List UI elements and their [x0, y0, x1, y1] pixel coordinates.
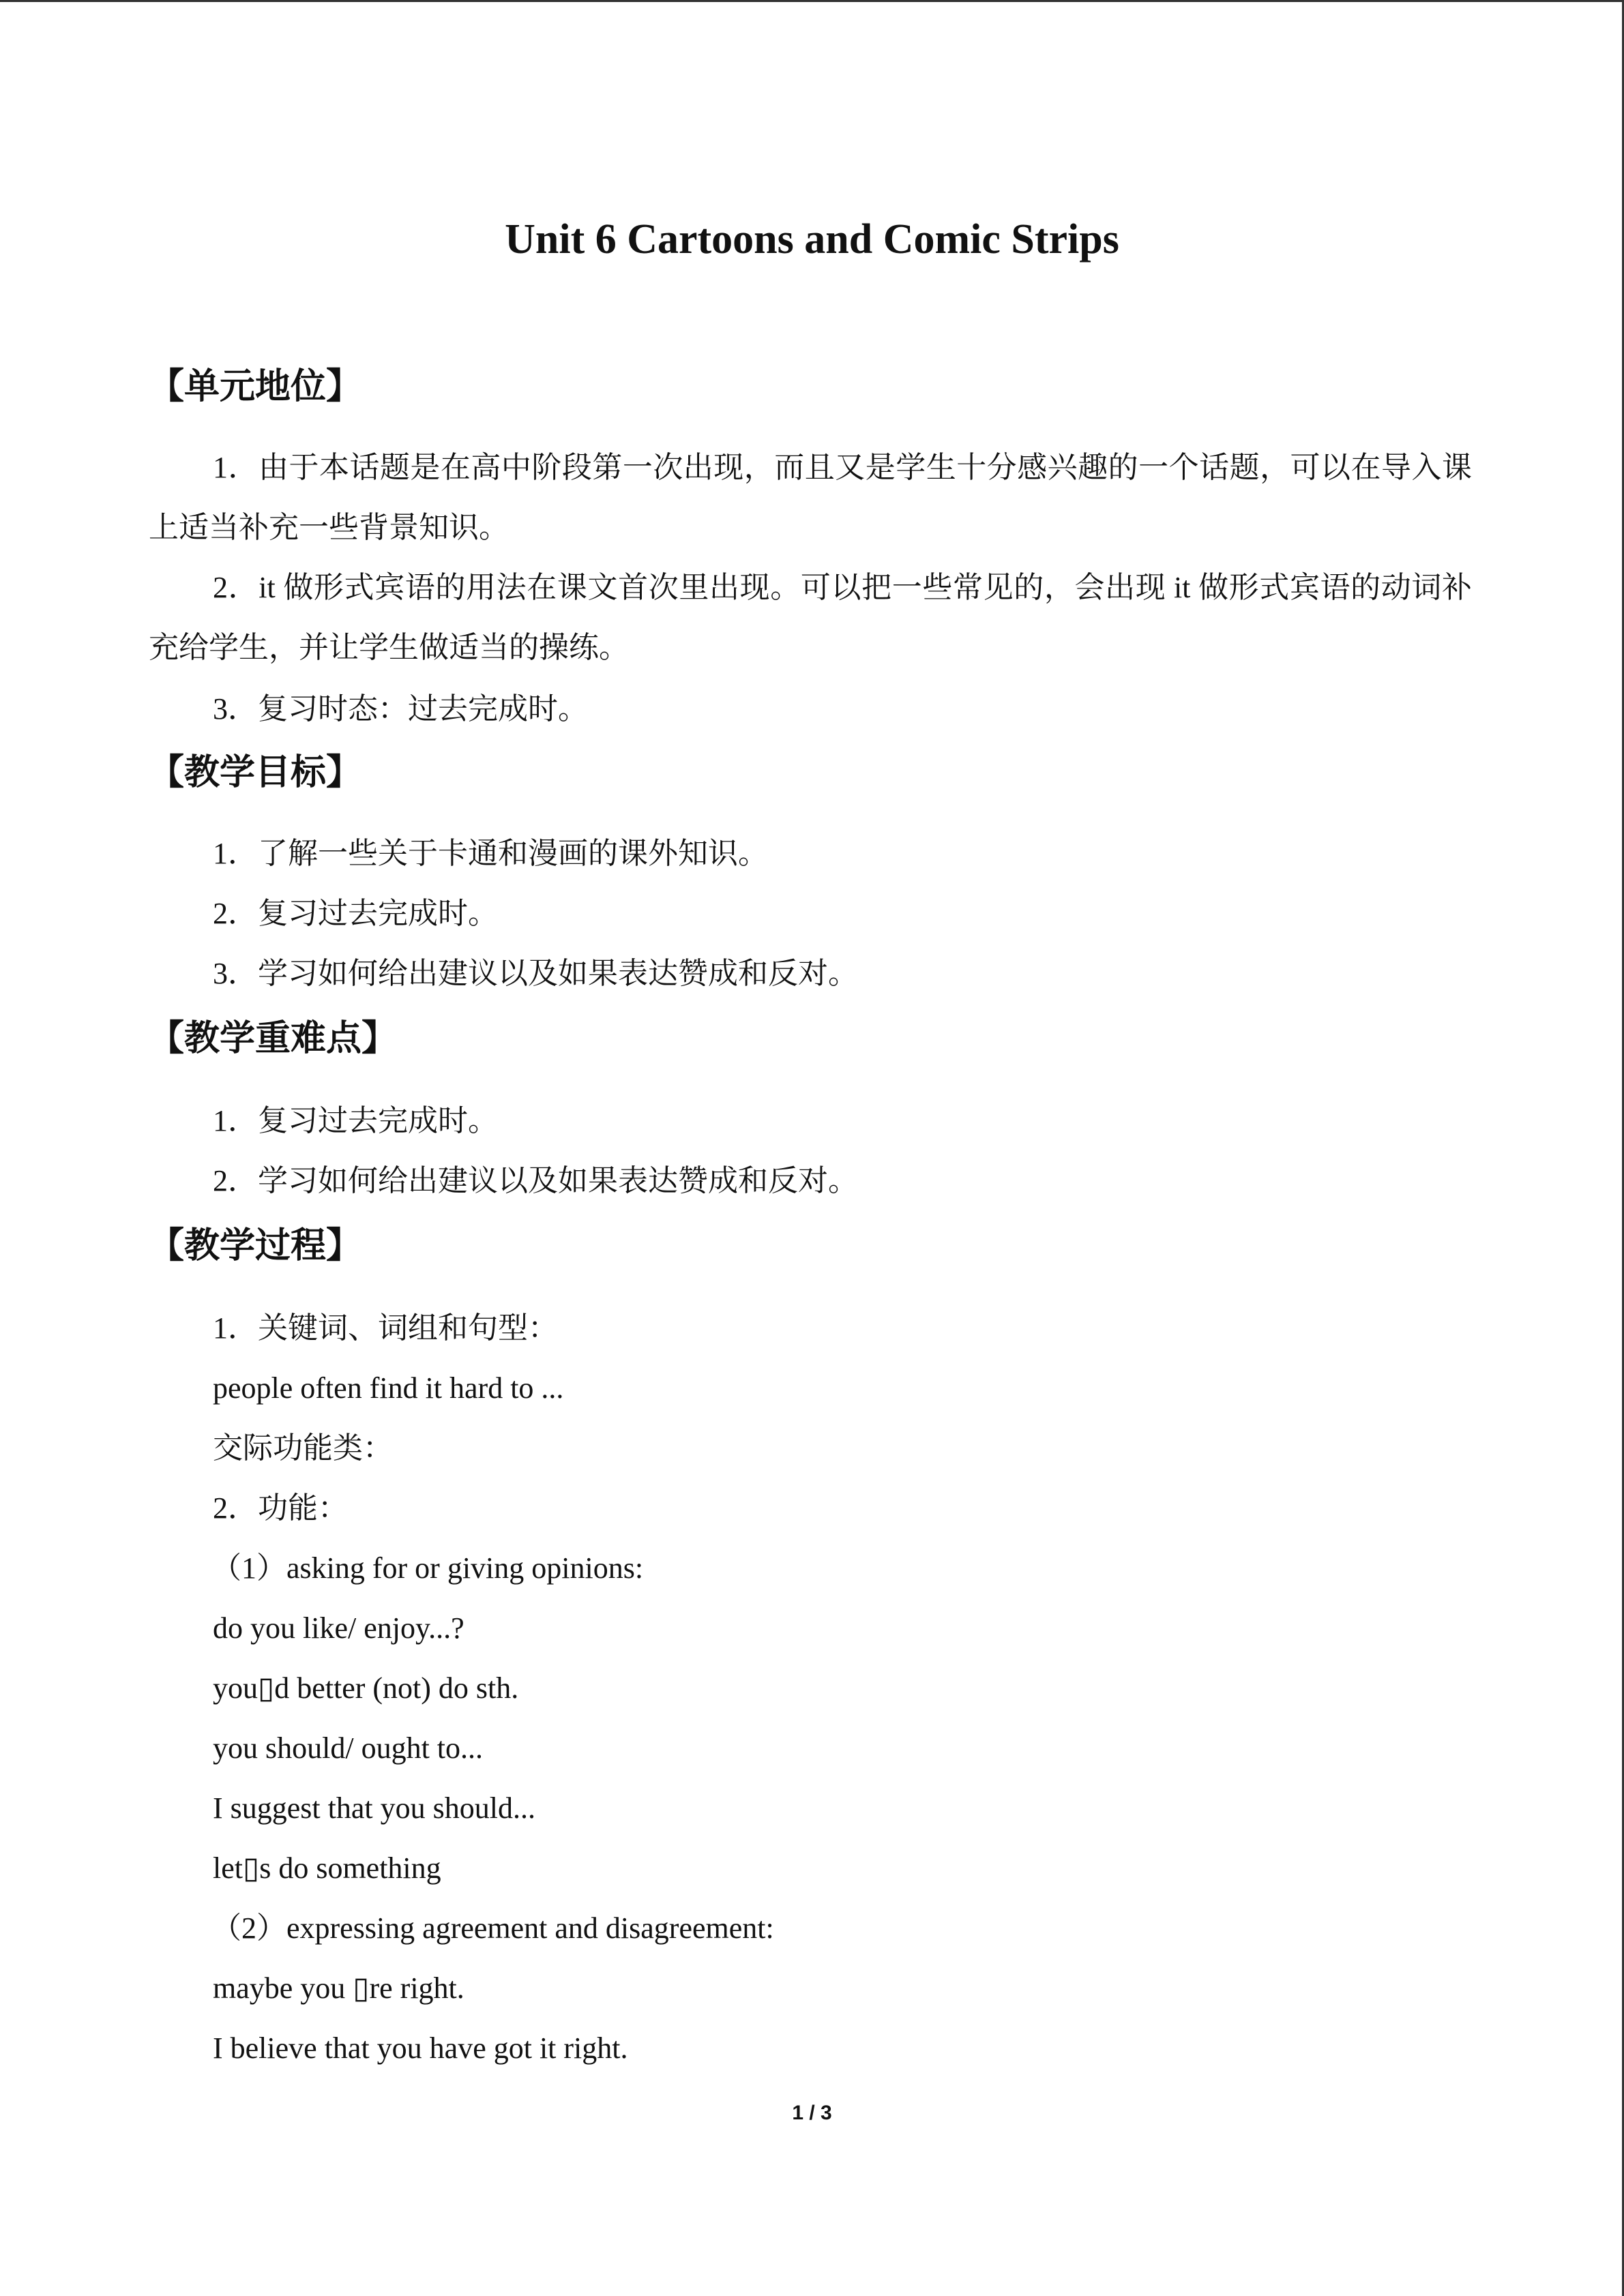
list-item: maybe you ▯re right. [213, 1971, 464, 2005]
section-heading-teaching-process: 【教学过程】 [149, 1225, 362, 1266]
list-item: （1）asking for or giving opinions: [211, 1551, 644, 1585]
list-item: I suggest that you should... [213, 1791, 535, 1825]
list-item: people often find it hard to ... [213, 1371, 564, 1405]
list-item: I believe that you have got it right. [213, 2031, 628, 2065]
list-item: you should/ ought to... [213, 1731, 484, 1765]
list-item: 1．关键词、词组和句型： [213, 1311, 558, 1345]
list-item: do you like/ enjoy...? [213, 1611, 464, 1645]
section-heading-key-points: 【教学重难点】 [149, 1018, 398, 1059]
list-item: 1．了解一些关于卡通和漫画的课外知识。 [213, 837, 768, 870]
list-item: （2）expressing agreement and disagreement: [211, 1911, 774, 1945]
list-item: you▯​d better (not) do sth. [213, 1671, 519, 1705]
list-item: 1．复习过去完成时。 [213, 1104, 498, 1137]
list-item: 3．学习如何给出建议以及如果表达赞成和反对。 [213, 957, 858, 990]
section-heading-teaching-goals: 【教学目标】 [149, 752, 362, 793]
list-item: let▯s do something [213, 1851, 441, 1885]
paragraph-item-1: 1．由于本话题是在高中阶段第一次出现，而且又是学生十分感兴趣的一个话题，可以在导入课上适当补充一些背景知识。 [149, 451, 1472, 544]
list-item: 交际功能类： [213, 1431, 393, 1465]
list-item: 3．复习时态：过去完成时。 [213, 692, 588, 726]
section-heading-unit-position: 【单元地位】 [149, 366, 362, 407]
page-number: 1 / 3 [792, 2102, 832, 2124]
paragraph-item-2: 2．it 做形式宾语的用法在课文首次里出现。可以把一些常见的，会出现 it 做形式宾语的动词补充给学生，并让学生做适当的操练。 [149, 571, 1472, 664]
list-item: 2．功能： [213, 1491, 348, 1525]
document-title: Unit 6 Cartoons and Comic Strips [505, 216, 1119, 263]
list-item: 2．复习过去完成时。 [213, 897, 498, 930]
list-item: 2．学习如何给出建议以及如果表达赞成和反对。 [213, 1164, 858, 1197]
